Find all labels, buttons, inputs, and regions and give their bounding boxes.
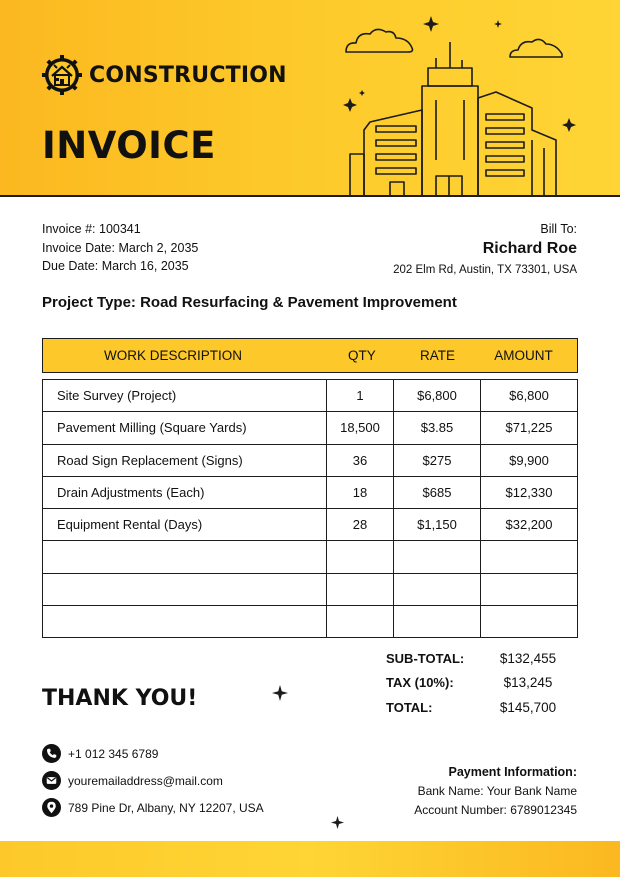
table-row: [43, 606, 578, 638]
bill-to: [393, 220, 577, 278]
row-rate: $6,800: [394, 380, 481, 412]
row-description: [43, 606, 327, 638]
project-type-value: Road Resurfacing & Pavement Improvement: [140, 294, 457, 311]
row-rate: $685: [394, 476, 481, 508]
email-icon: [42, 771, 61, 790]
row-rate: $275: [394, 444, 481, 476]
tax-row: [386, 671, 570, 696]
footer-band: [0, 841, 620, 877]
payment-title: Payment Information:: [448, 765, 577, 779]
row-description: [43, 573, 327, 605]
row-rate: [394, 606, 481, 638]
due-date: March 16, 2035: [101, 259, 189, 273]
row-qty: [327, 541, 394, 573]
payment-information: [414, 763, 577, 820]
street-address: 789 Pine Dr, Albany, NY 12207, USA: [68, 800, 264, 815]
row-qty: 18: [327, 476, 394, 508]
table-row: [43, 573, 578, 605]
column-header-qty: QTY: [348, 348, 376, 363]
table-row: [43, 541, 578, 573]
row-amount: [481, 541, 578, 573]
invoice-date-line: [42, 239, 198, 258]
table-row: [43, 476, 578, 508]
city-skyline-illustration: [336, 10, 586, 197]
row-description: Pavement Milling (Square Yards): [43, 412, 327, 444]
row-amount: $12,330: [481, 476, 578, 508]
total-value: $145,700: [499, 699, 557, 715]
row-amount: [481, 573, 578, 605]
brand-logo: [42, 55, 287, 95]
bank-name-line: [414, 782, 577, 801]
row-rate: $1,150: [394, 509, 481, 541]
contact-email: [42, 771, 223, 790]
invoice-meta: [42, 220, 198, 276]
location-pin-icon: [42, 798, 61, 817]
invoice-number-line: [42, 220, 198, 239]
invoice-number: 100341: [99, 222, 141, 236]
table-row: [43, 509, 578, 541]
row-description: Equipment Rental (Days): [43, 509, 327, 541]
account-number-label: Account Number:: [414, 803, 507, 817]
row-qty: [327, 573, 394, 605]
row-rate: [394, 573, 481, 605]
bank-name: Your Bank Name: [486, 784, 577, 798]
table-header: [42, 338, 578, 373]
row-qty: 28: [327, 509, 394, 541]
subtotal-label: SUB-TOTAL:: [386, 650, 465, 666]
table-row: [43, 444, 578, 476]
bank-name-label: Bank Name:: [417, 784, 484, 798]
page-title: INVOICE: [42, 124, 216, 167]
row-description: Road Sign Replacement (Signs): [43, 444, 327, 476]
account-number: 6789012345: [510, 803, 577, 817]
total-label: TOTAL:: [386, 699, 433, 715]
invoice-number-label: Invoice #:: [42, 222, 96, 236]
sparkle-icon: [272, 685, 288, 701]
client-address: 202 Elm Rd, Austin, TX 73301, USA: [393, 264, 577, 276]
contact-address: [42, 798, 264, 817]
row-qty: 18,500: [327, 412, 394, 444]
project-type-label: Project Type:: [42, 294, 136, 311]
house-gear-icon: [42, 55, 82, 95]
sparkle-icon: [331, 816, 344, 829]
row-amount: [481, 606, 578, 638]
invoice-date-label: Invoice Date:: [42, 240, 115, 255]
tax-label: TAX (10%):: [386, 675, 454, 691]
column-header-amount: AMOUNT: [494, 348, 553, 363]
phone-icon: [42, 744, 61, 763]
table-row: [43, 412, 578, 444]
row-rate: $3.85: [394, 412, 481, 444]
project-type: [42, 294, 457, 311]
due-date-line: [42, 257, 198, 276]
thank-you-heading: THANK YOU!: [42, 686, 198, 711]
row-qty: [327, 606, 394, 638]
tax-value: $13,245: [503, 675, 553, 691]
row-amount: $6,800: [481, 380, 578, 412]
client-name: Richard Roe: [482, 240, 577, 257]
invoice-date: March 2, 2035: [118, 240, 199, 255]
row-description: Site Survey (Project): [43, 380, 327, 412]
subtotal-row: [386, 646, 570, 671]
column-header-rate: RATE: [420, 348, 456, 363]
subtotal-value: $132,455: [499, 650, 557, 666]
phone-number: +1 012 345 6789: [68, 746, 159, 761]
row-rate: [394, 541, 481, 573]
line-items-table: [42, 379, 578, 638]
total-row: [386, 695, 570, 720]
header-banner: [0, 0, 620, 197]
row-amount: $32,200: [481, 509, 578, 541]
row-description: [43, 541, 327, 573]
row-qty: 1: [327, 380, 394, 412]
row-amount: $71,225: [481, 412, 578, 444]
column-header-description: WORK DESCRIPTION: [103, 348, 242, 363]
contact-phone: [42, 744, 158, 763]
due-date-label: Due Date:: [42, 259, 99, 273]
brand-name: CONSTRUCTION: [89, 62, 287, 88]
row-description: Drain Adjustments (Each): [43, 476, 327, 508]
account-number-line: [414, 801, 577, 820]
table-row: [43, 380, 578, 412]
row-qty: 36: [327, 444, 394, 476]
totals-block: [386, 646, 570, 720]
row-amount: $9,900: [481, 444, 578, 476]
bill-to-label: Bill To:: [540, 222, 577, 236]
email-address: youremailaddress@mail.com: [68, 773, 223, 788]
